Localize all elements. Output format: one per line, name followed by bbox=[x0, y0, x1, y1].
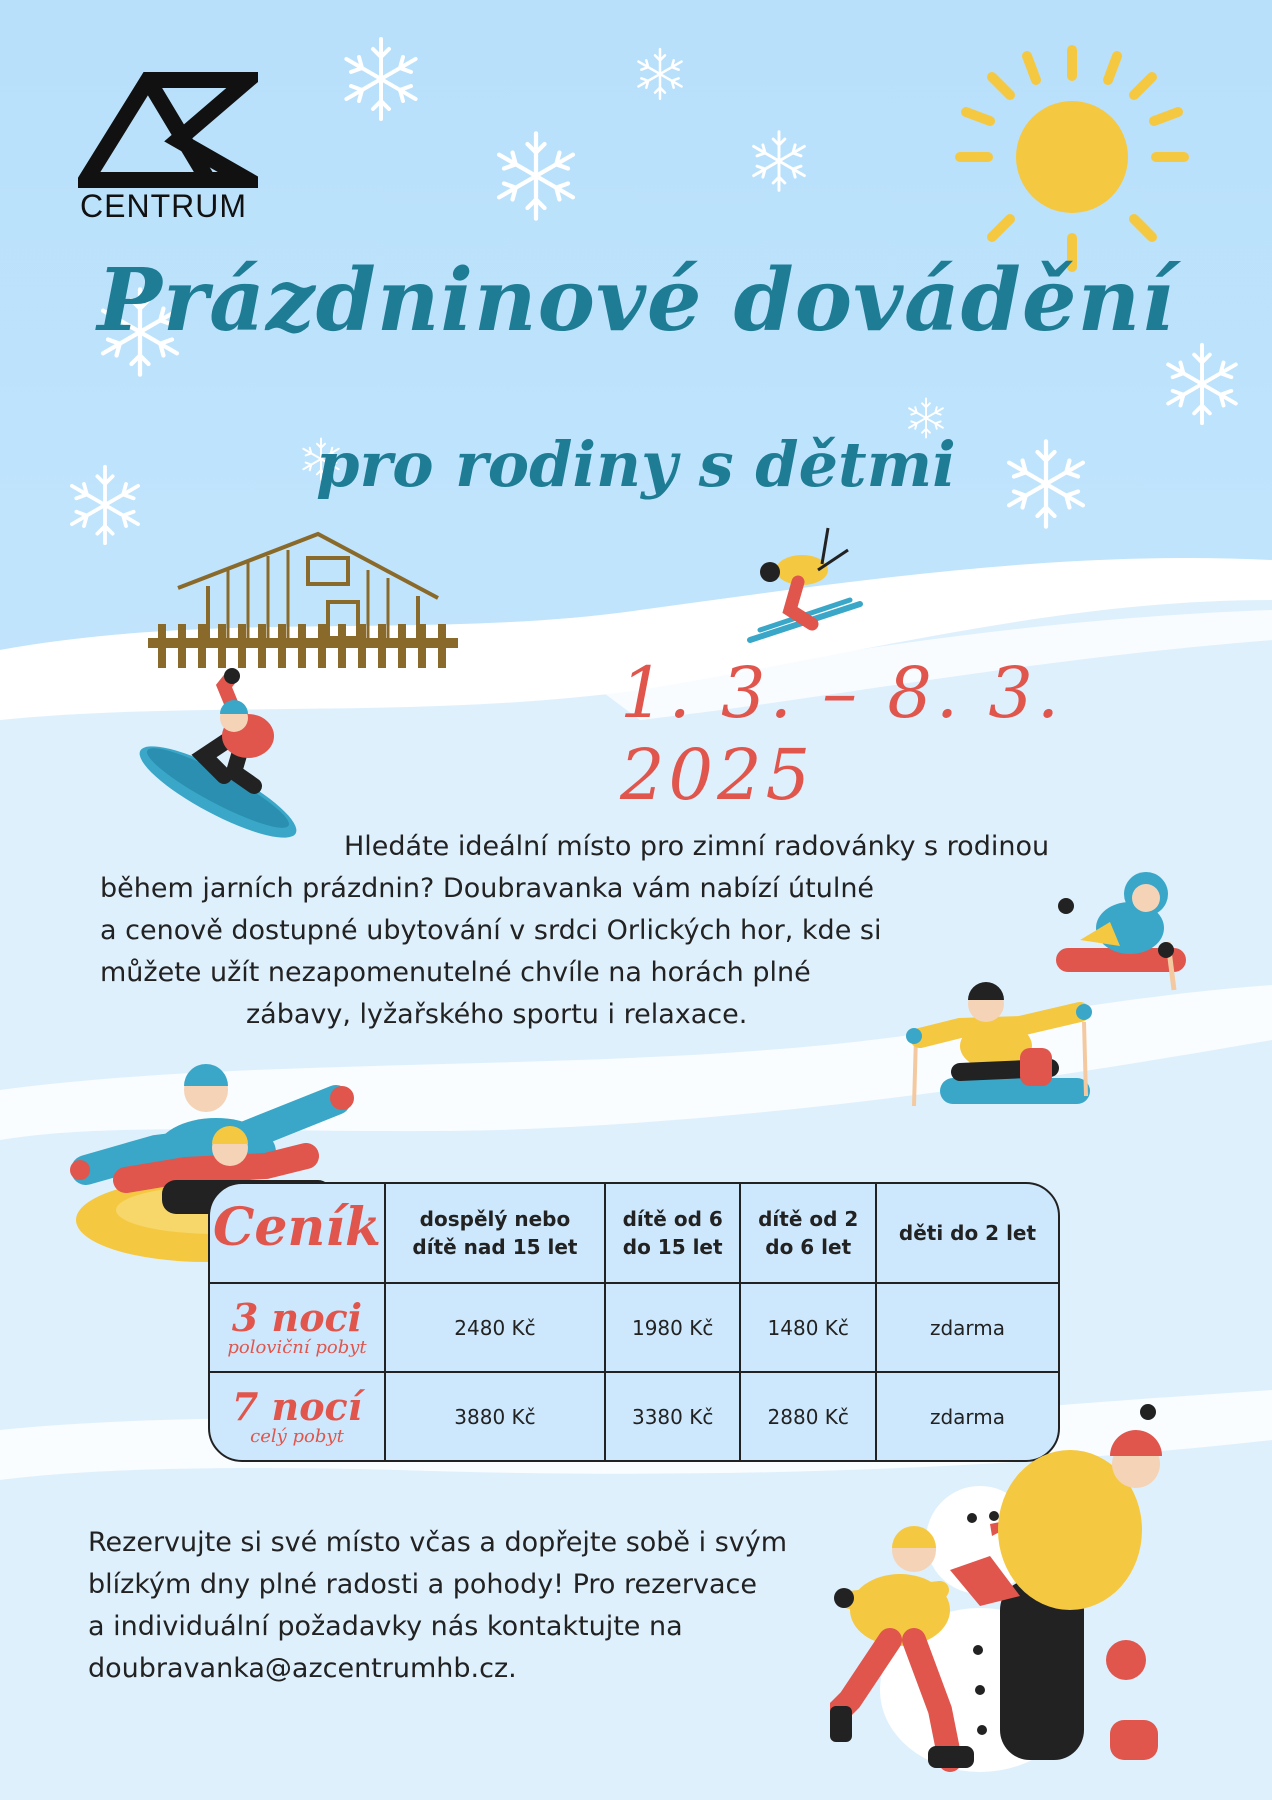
column-header bbox=[606, 1184, 742, 1284]
column-header-line: děti do 2 let bbox=[898, 1221, 1037, 1245]
column-header-line: dospělý nebo bbox=[419, 1207, 571, 1231]
outro-line: blízkým dny plné radosti a pohody! Pro rezervace bbox=[88, 1569, 757, 1600]
price-cell: zdarma bbox=[929, 1404, 1006, 1429]
closing-paragraph bbox=[88, 1522, 888, 1690]
intro-line: můžete užít nezapomenutelné chvíle na horách plné bbox=[100, 957, 811, 988]
table-row bbox=[210, 1284, 1058, 1373]
logo-text: CENTRUM bbox=[80, 188, 247, 224]
intro-line: zábavy, lyžařského sportu i relaxace. bbox=[246, 999, 748, 1030]
row-sublabel: celý pobyt bbox=[250, 1425, 344, 1447]
intro-line: během jarních prázdnin? Doubravanka vám nabízí útulné bbox=[100, 873, 875, 904]
intro-line: a cenově dostupné ubytování v srdci Orlických hor, kde si bbox=[100, 915, 882, 946]
snowflake-icon bbox=[1158, 340, 1246, 428]
price-cell: 3380 Kč bbox=[606, 1373, 742, 1460]
title-line-1: Prázdninové dovádění bbox=[97, 250, 1175, 351]
table-row bbox=[210, 1184, 1058, 1284]
contact-email[interactable]: doubravanka@azcentrumhb.cz. bbox=[88, 1653, 517, 1684]
column-header-line: dítě od 6 bbox=[622, 1207, 723, 1231]
cabin-illustration bbox=[148, 528, 458, 674]
snowflake-icon bbox=[632, 46, 688, 102]
row-label-cell bbox=[210, 1284, 386, 1373]
skier-illustration bbox=[740, 520, 870, 650]
snowflake-icon bbox=[746, 128, 812, 194]
column-header bbox=[877, 1184, 1058, 1284]
sledding-child-illustration bbox=[1050, 862, 1200, 992]
price-cell: 2480 Kč bbox=[386, 1284, 606, 1373]
price-cell: 1480 Kč bbox=[741, 1284, 877, 1373]
pricing-heading: Ceník bbox=[212, 1197, 382, 1258]
outro-line: a individuální požadavky nás kontaktujte na bbox=[88, 1611, 683, 1642]
title-line-2: pro rodiny s dětmi bbox=[316, 428, 956, 501]
intro-line: Hledáte ideální místo pro zimní radovánky s rodinou bbox=[344, 831, 1050, 862]
column-header bbox=[386, 1184, 606, 1284]
snowflake-icon bbox=[488, 128, 584, 224]
row-label-cell bbox=[210, 1373, 386, 1460]
child-with-poles-illustration bbox=[900, 976, 1100, 1116]
snowman-family-illustration bbox=[830, 1400, 1210, 1780]
price-cell: 2880 Kč bbox=[741, 1373, 877, 1460]
snowflake-icon bbox=[336, 34, 426, 124]
price-cell: 3880 Kč bbox=[386, 1373, 606, 1460]
pricing-heading-cell bbox=[210, 1184, 386, 1284]
column-header-line: do 6 let bbox=[765, 1235, 852, 1259]
column-header bbox=[741, 1184, 877, 1284]
price-cell: zdarma bbox=[877, 1284, 1058, 1373]
sun-icon bbox=[952, 42, 1192, 282]
row-label: 7 nocí bbox=[231, 1383, 363, 1429]
row-sublabel: poloviční pobyt bbox=[227, 1336, 367, 1358]
column-header-line: dítě nad 15 let bbox=[412, 1235, 578, 1259]
column-header-line: do 15 let bbox=[622, 1235, 723, 1259]
price-cell: 1980 Kč bbox=[606, 1284, 742, 1373]
event-dates: 1. 3. – 8. 3. 2025 bbox=[620, 652, 1064, 816]
row-label: 3 noci bbox=[231, 1294, 363, 1340]
column-header-line: dítě od 2 bbox=[758, 1207, 859, 1231]
outro-line: Rezervujte si své místo včas a dopřejte sobě i svým bbox=[88, 1527, 788, 1558]
